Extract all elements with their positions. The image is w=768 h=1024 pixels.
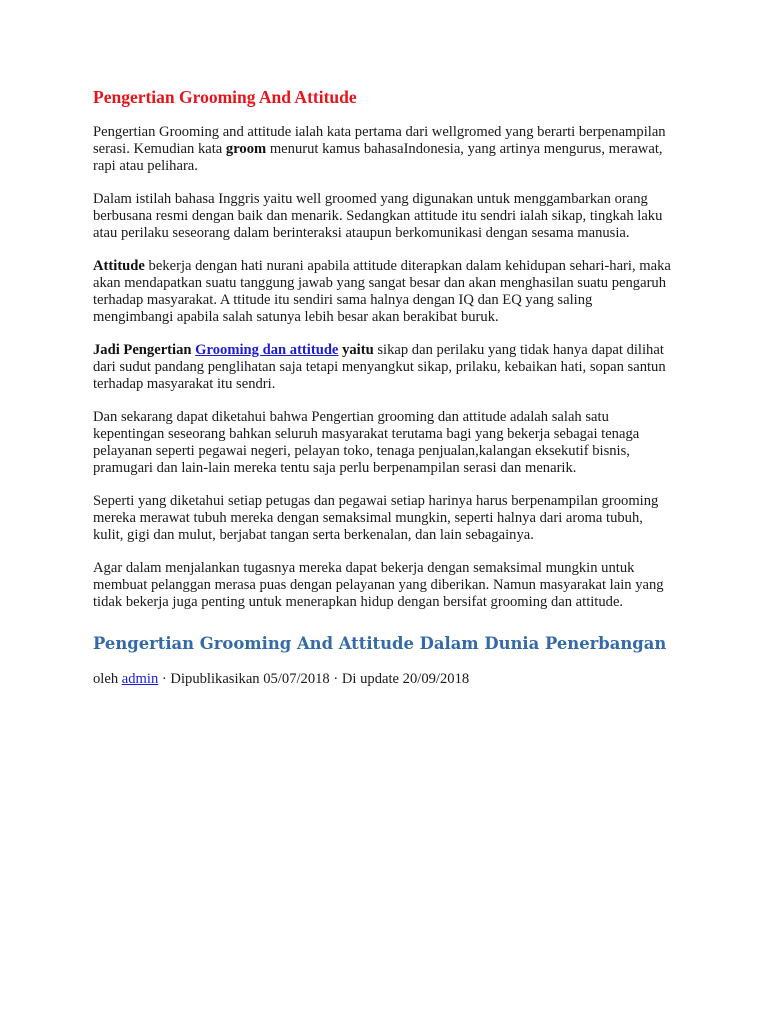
section-heading: Pengertian Grooming And Attitude Dalam Dunia Penerbangan — [93, 634, 667, 653]
paragraph-4 — [93, 342, 675, 393]
paragraph-7: Agar dalam menjalankan tugasnya mereka dapat bekerja dengan semaksimal mungkin untuk membuat pelanggan merasa puas dengan pelayanan yang diberikan. Namun masyarakat lain yang tidak bekerja juga penting untuk menerapkan hidup dengan bersifat grooming dan attitude. — [93, 560, 664, 610]
bold-jadi-pengertian: Jadi Pengertian — [93, 342, 196, 358]
page-title: Pengertian Grooming And Attitude — [93, 87, 357, 107]
paragraph-3 — [93, 258, 675, 326]
paragraph-6: Seperti yang diketahui setiap petugas dan pegawai setiap harinya harus berpenampilan grooming mereka merawat tubuh mereka dengan semaksimal mungkin, seperti halnya dari aroma tubuh, kulit, gigi dan mulut, berjabat tangan serta berkenalan, dan lain sebagainya. — [93, 493, 659, 543]
paragraph-5: Dan sekarang dapat diketahui bahwa Pengertian grooming dan attitude adalah salah satu kepentingan seseorang bahkan seluruh masyarakat terutama bagi yang bekerja sebagai tenaga pelayanan seperti pegawai negeri, pelayan toko, tenaga penjualan,kalangan eksekutif bisnis, pramugari dan lain-lain mereka tentu saja perlu berpenampilan serasi dan menarik. — [93, 409, 640, 476]
paragraph-4-text: sikap dan perilaku yang tidak hanya dapat dilihat dari sudut pandang penglihatan saja tetapi menyangkut sikap, prilaku, kebaikan hati, sopan santun terhadap masyarakat itu sendri. — [93, 342, 666, 392]
grooming-attitude-link[interactable]: Grooming dan attitude — [195, 342, 339, 358]
paragraph-1 — [93, 124, 675, 175]
byline — [93, 671, 675, 688]
bold-yaitu: yaitu — [338, 342, 374, 358]
paragraph-1-text-b: menurut kamus bahasaIndonesia, yang artinya mengurus, merawat, rapi atau pelihara. — [93, 141, 663, 174]
author-link[interactable]: admin — [121, 671, 159, 687]
bold-attitude: Attitude — [93, 258, 145, 274]
paragraph-3-text: bekerja dengan hati nurani apabila attitude diterapkan dalam kehidupan sehari-hari, maka akan mendapatkan suatu tanggung jawab yang sangat besar dan akan menghasilan suatu pengaruh terhadap masyarakat. A ttitude itu sendiri sama halnya dengan IQ dan EQ yang saling mengimbangi apabila salah satunya lebih besar akan berakibat buruk. — [93, 258, 671, 325]
byline-dates: · Dipublikasikan 05/07/2018 · Di update 20/09/2018 — [158, 671, 470, 687]
document-page — [93, 86, 675, 688]
paragraph-2: Dalam istilah bahasa Inggris yaitu well groomed yang digunakan untuk menggambarkan orang berbusana resmi dengan baik dan menarik. Sedangkan attitude itu sendri ialah sikap, tingkah laku atau perilaku seseorang dalam berinteraksi ataupun berkomunikasi dengan sesama manusia. — [93, 191, 663, 241]
bold-groom: groom — [225, 141, 267, 157]
byline-prefix: oleh — [93, 671, 122, 687]
paragraph-1-text-a: Pengertian Grooming and attitude ialah kata pertama dari wellgromed yang berarti berpenampilan serasi. Kemudian kata — [93, 124, 666, 157]
